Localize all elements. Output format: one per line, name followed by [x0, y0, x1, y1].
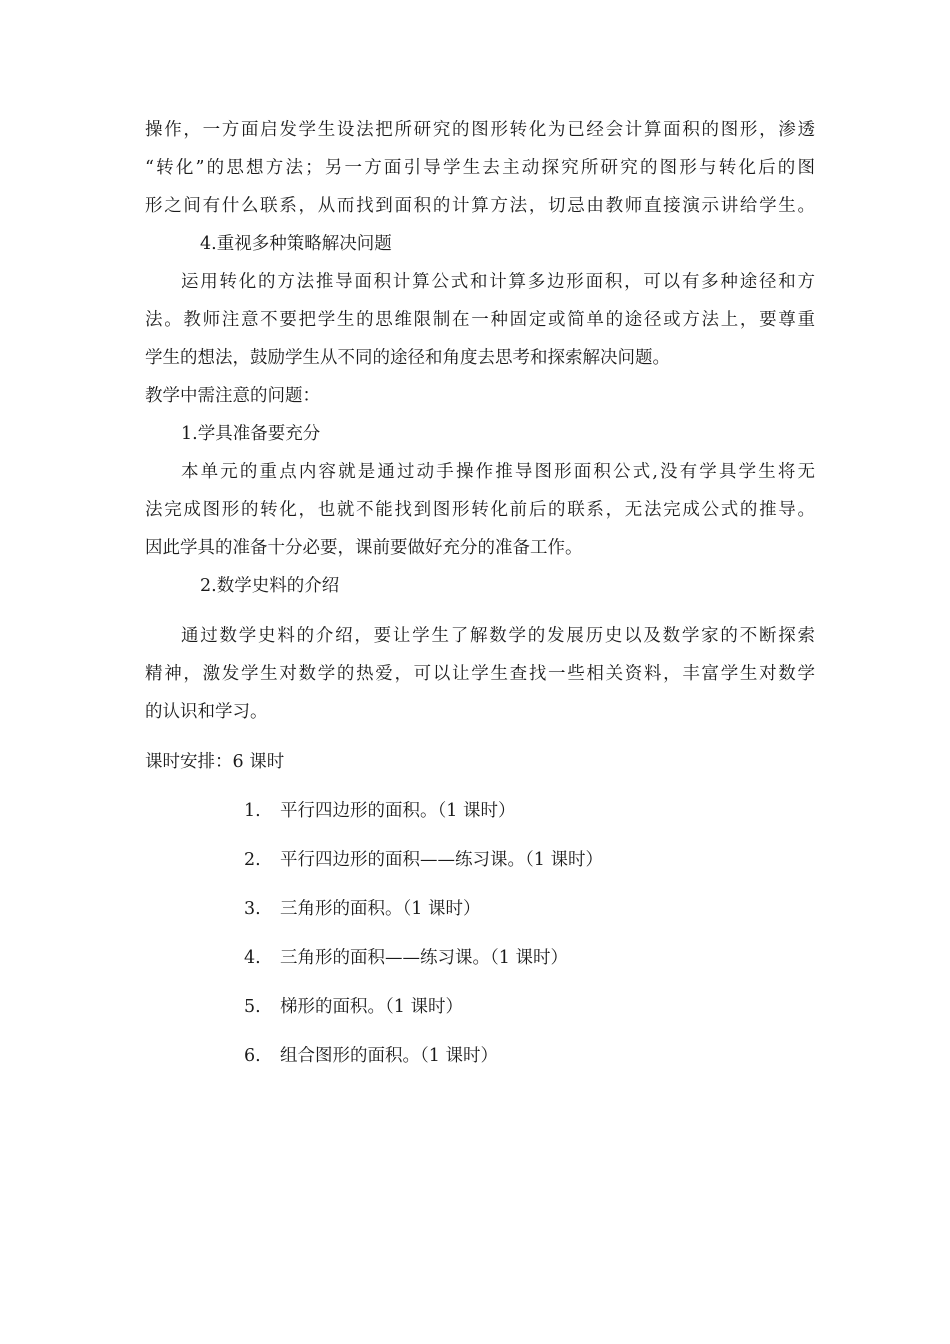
paragraph-line: “转化”的思想方法；另一方面引导学生去主动探究所研究的图形与转化后的图 [145, 158, 815, 178]
paragraph-line: 操作，一方面启发学生设法把所研究的图形转化为已经会计算面积的图形，渗透 [145, 120, 815, 140]
list-item [244, 995, 463, 1019]
point-4-heading: 4.重视多种策略解决问题 [200, 234, 392, 254]
list-item-text: 三角形的面积——练习课。（1 课时） [280, 948, 568, 968]
list-item-number: 4. [244, 948, 261, 968]
paragraph-line: 运用转化的方法推导面积计算公式和计算多边形面积，可以有多种途径和方 [181, 272, 815, 292]
list-item-text: 平行四边形的面积。（1 课时） [280, 801, 516, 821]
list-item-number: 6. [244, 1046, 261, 1066]
paragraph-line: 法。教师注意不要把学生的思维限制在一种固定或简单的途径或方法上，要尊重 [145, 310, 815, 330]
paragraph-line: 本单元的重点内容就是通过动手操作推导图形面积公式,没有学具学生将无 [181, 462, 815, 482]
paragraph-line: 学生的想法，鼓励学生从不同的途径和角度去思考和探索解决问题。 [145, 348, 670, 368]
paragraph-line: 法完成图形的转化，也就不能找到图形转化前后的联系，无法完成公式的推导。 [145, 500, 815, 520]
list-item [244, 946, 568, 970]
paragraph-line: 形之间有什么联系，从而找到面积的计算方法，切忌由教师直接演示讲给学生。 [145, 196, 815, 216]
list-item-number: 5. [244, 997, 261, 1017]
list-item-text: 三角形的面积。（1 课时） [280, 899, 481, 919]
list-item-number: 3. [244, 899, 261, 919]
list-item [244, 1044, 498, 1068]
paragraph-line: 精神，激发学生对数学的热爱，可以让学生查找一些相关资料，丰富学生对数学 [145, 664, 815, 684]
list-item-text: 组合图形的面积。（1 课时） [280, 1046, 498, 1066]
note-item-1-heading: 1.学具准备要充分 [181, 424, 321, 444]
list-item-text: 平行四边形的面积——练习课。（1 课时） [280, 850, 603, 870]
notes-heading: 教学中需注意的问题： [145, 386, 320, 406]
list-item [244, 799, 515, 823]
schedule-heading: 课时安排：6 课时 [145, 752, 285, 772]
list-item-number: 2. [244, 850, 261, 870]
note-item-2-heading: 2.数学史料的介绍 [200, 576, 340, 596]
paragraph-line: 的认识和学习。 [145, 702, 268, 722]
list-item [244, 897, 480, 921]
paragraph-line: 通过数学史料的介绍，要让学生了解数学的发展历史以及数学家的不断探索 [181, 626, 815, 646]
list-item-number: 1. [244, 801, 261, 821]
list-item [244, 848, 603, 872]
paragraph-line: 因此学具的准备十分必要，课前要做好充分的准备工作。 [145, 538, 583, 558]
list-item-text: 梯形的面积。（1 课时） [280, 997, 463, 1017]
